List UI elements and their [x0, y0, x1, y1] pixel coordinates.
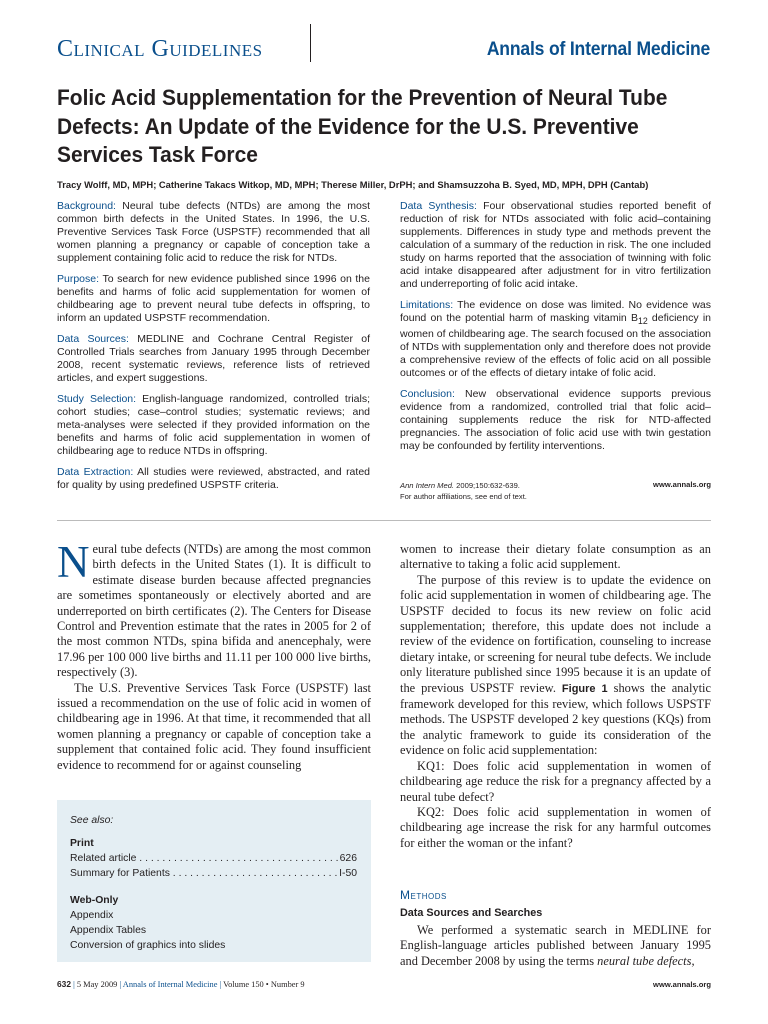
abstract-data-sources: [57, 333, 370, 385]
affiliations-note: For author affiliations, see end of text.: [400, 492, 527, 501]
key-question-1: KQ1: Does folic acid supplementation in women of childbearing age reduce the risk for a pregnancy affected by a neural tube defect?: [400, 758, 711, 804]
related-article-link[interactable]: [70, 851, 357, 866]
methods-subheading: Data Sources and Searches: [400, 907, 543, 919]
article-authors: Tracy Wolff, MD, MPH; Catherine Takacs Witkop, MD, MPH; Therese Miller, DrPH; and Shamsuzzoha B. Syed, MD, MPH, DPH (Cantab): [57, 179, 649, 190]
link-label: Summary for Patients . . .: [70, 866, 337, 881]
methods-text: [400, 923, 711, 969]
article-title: Folic Acid Supplementation for the Prevention of Neural Tube Defects: An Update of the Evidence for the U.S. Preventive Services Task Force: [57, 85, 668, 167]
abstract-text: To search for new evidence published since 1996 on the benefits and harms of folic acid supplementation for women of childbearing age to prevent neural tube defects in offspring, to inform an updated USPSTF recommendation.: [57, 273, 370, 324]
abstract-text: All studies were reviewed, abstracted, and rated for quality by using predefined USPSTF criteria.: [57, 466, 370, 491]
abstract-text: deficiency in women of childbearing age. The search focused on the association of NTDs with supplementation only and therefore does not provide a comprehensive review of the effects of folic acid on all possible outcomes or of the effects of dietary intake of folic acid.: [400, 312, 711, 380]
methods-heading: Methods: [400, 888, 447, 902]
footer-volume: Volume 150 • Number 9: [223, 980, 305, 989]
footer-website-link[interactable]: www.annals.org: [653, 980, 711, 989]
summary-for-patients-link[interactable]: [70, 866, 357, 881]
abstract-left-column: [57, 200, 370, 500]
methods-paragraph: [400, 923, 711, 969]
abstract-label: Background:: [57, 200, 116, 212]
see-also-title: See also:: [70, 815, 114, 826]
journal-name: Annals of Internal Medicine: [486, 38, 710, 60]
figure-1-link[interactable]: Figure 1: [561, 682, 608, 695]
citation: [400, 480, 527, 502]
footer-separator: |: [219, 980, 222, 989]
paragraph-text: The purpose of this review is to update the evidence on folic acid supplementation in women of childbearing age. The USPSTF decided to focus its new review on folic acid supplementation; therefore, this update does not include a review of the evidence on fortification, counseling to increase dietary intake, or screening for neural tube defects. We include only literature published since 1995 because it is an update of the previous USPSTF review.: [400, 572, 711, 695]
abstract-text: The evidence on dose was limited. No evidence was found on the potential harm of masking vitamin B: [400, 299, 712, 324]
abstract-label: Data Sources:: [57, 333, 129, 345]
abstract-text: New observational evidence supports previous evidence from a randomized, controlled trial that folic acid–containing supplements reduce the risk for NTD-affected pregnancies. The association of folic acid use with twin gestation may be confounded by fertility interventions.: [400, 388, 711, 453]
subscript: 12: [637, 316, 648, 327]
journal-website-link[interactable]: www.annals.org: [653, 480, 711, 489]
footer-journal: Annals of Internal Medicine: [122, 980, 218, 989]
abstract-label: Limitations:: [400, 299, 454, 311]
web-only-heading: Web-Only: [70, 895, 119, 906]
citation-details: 2009;150:632-639.: [454, 481, 520, 490]
abstract-label: Conclusion:: [400, 388, 455, 401]
abstract-purpose: [57, 273, 370, 325]
paragraph-text: We performed a systematic search in MEDLINE for English-language articles published between January 1995 and December 2008 by using the terms: [400, 923, 711, 968]
intro-paragraph-2: The U.S. Preventive Services Task Force (USPSTF) last issued a recommendation on the use of folic acid in women of childbearing age in 1996. At that time, it recommended that all women planning a pregnancy or capable of conception take a supplement that contained folic acid. They found insufficient evidence to recommend for or against counseling: [57, 680, 371, 772]
abstract-data-extraction: [57, 466, 370, 492]
intro-paragraph: [57, 537, 371, 681]
abstract-study-selection: [57, 393, 370, 458]
footer-separator: |: [119, 980, 122, 989]
abstract-text: English-language randomized, controlled trials; cohort studies; case–control studies; systematic reviews; and meta-analyses were selected if they provided information on the benefits and harms of folic acid supplementation in women of childbearing age to reduce NTDs in offspring.: [57, 393, 370, 457]
link-label: Related article . . .: [70, 851, 338, 866]
paragraph-text: shows the analytic framework developed for this review, which follows USPSTF methods. The USPSTF developed 2 key questions (KQs) from the analytic framework to guide its consideration of the evidence on folic acid supplementation:: [400, 680, 711, 758]
abstract-label: Purpose:: [57, 273, 100, 285]
citation-journal: Ann Intern Med.: [400, 481, 455, 490]
footer-separator: |: [73, 980, 75, 989]
page-number: 632: [57, 979, 71, 989]
header-divider: [310, 24, 311, 62]
abstract-conclusion: [400, 388, 711, 453]
section-divider: [57, 520, 711, 521]
drop-cap: N: [57, 537, 90, 587]
page-number: 626: [339, 853, 357, 864]
abstract-label: Study Selection:: [57, 393, 137, 405]
abstract-data-synthesis: [400, 200, 711, 291]
paragraph-text: eural tube defects (NTDs) are among the most common birth defects in the United States (1). It is difficult to estimate disease burden because affected pregnancies are sometimes spontaneously or electively aborted and are underreported on birth certificates (2). The Centers for Disease Control and Prevention estimate that the rates in 2005 for 2 of the most common NTDs, spina bifida and anencephaly, were 17.96 per 100 000 live births and 11.11 per 100 000 live births, respectively (3).: [57, 542, 371, 680]
page-footer: [57, 979, 305, 989]
abstract-text: MEDLINE and Cochrane Central Register of Controlled Trials searches from January 1995 through December 2008, recent systematic reviews, reference lists of retrieved articles, and expert suggestions.: [57, 333, 370, 384]
section-label: Clinical Guidelines: [57, 36, 263, 62]
abstract-right-column: [400, 200, 711, 461]
page-number: I-50: [339, 868, 357, 879]
slides-conversion-link[interactable]: Conversion of graphics into slides: [70, 940, 226, 951]
paragraph: women to increase their dietary folate consumption as an alternative to taking a folic acid supplement.: [400, 542, 711, 572]
key-question-2: KQ2: Does folic acid supplementation in women of childbearing age increase the risk for any harmful outcomes for either the woman or the infant?: [400, 804, 711, 850]
abstract-text: Neural tube defects (NTDs) are among the most common birth defects in the United States. In 1996, the U.S. Preventive Services Task Force (USPSTF) recommended that all women planning a pregnancy or capable of conception take a supplement containing folic acid to reduce the risk for NTDs.: [57, 200, 370, 264]
body-left-column: [57, 537, 371, 773]
abstract-limitations: [400, 299, 711, 380]
abstract-background: [57, 200, 370, 265]
abstract-text: Four observational studies reported benefit of reduction of risk for NTDs associated with folic acid–containing supplements. Differences in study type and methods prevent the calculation of a summary of the reduction in risk. The one included study on harms reported that the association of twinning with folic acid intake disappeared after adjustment for in vitro fertilization and underreporting of folic acid intake.: [400, 200, 711, 290]
appendix-tables-link[interactable]: Appendix Tables: [70, 925, 147, 936]
footer-date: 5 May 2009: [76, 980, 118, 989]
purpose-paragraph: [400, 573, 711, 759]
print-heading: Print: [70, 838, 94, 849]
italic-term: neural tube defects,: [597, 953, 695, 968]
abstract-label: Data Extraction:: [57, 466, 134, 478]
body-right-column: [400, 542, 711, 851]
appendix-link[interactable]: Appendix: [70, 910, 114, 921]
abstract-label: Data Synthesis:: [400, 200, 477, 212]
see-also-box: [57, 800, 371, 962]
